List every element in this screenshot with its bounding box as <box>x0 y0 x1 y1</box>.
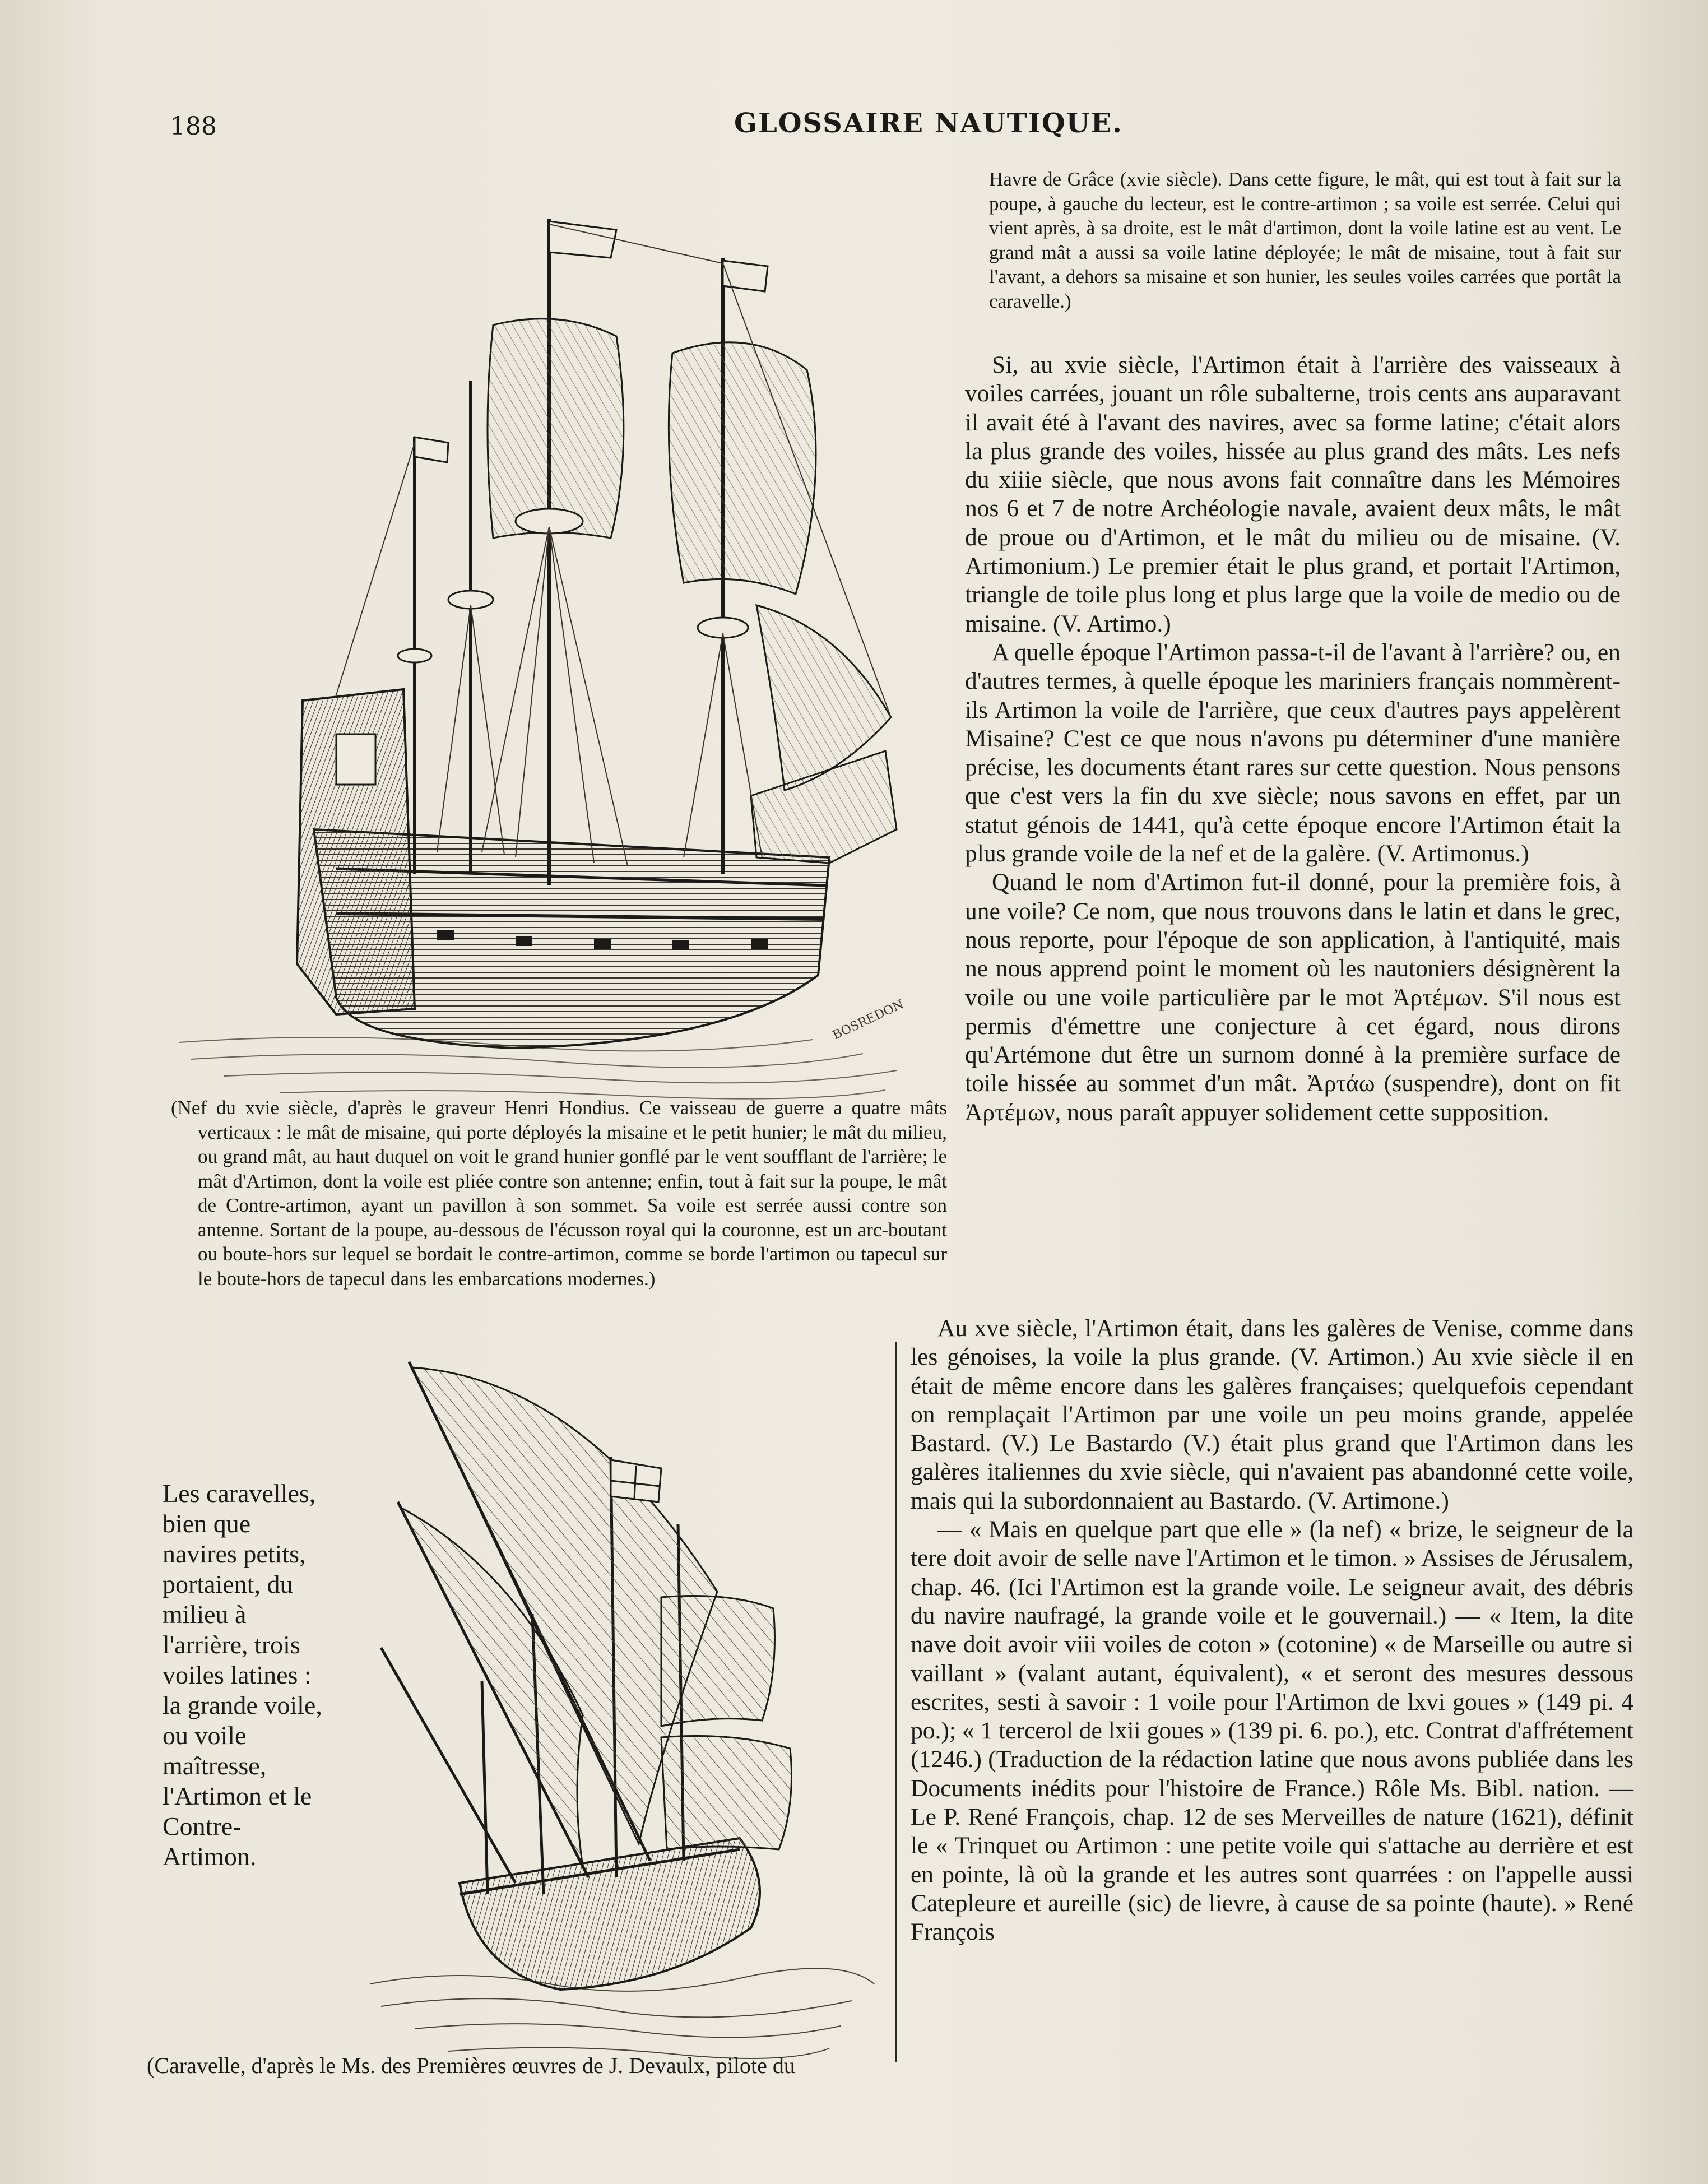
caravel-engraving-icon <box>347 1356 885 2068</box>
page-number: 188 <box>170 112 217 141</box>
running-title: GLOSSAIRE NAUTIQUE. <box>734 108 1123 139</box>
figure-nef-engraving <box>168 168 941 1104</box>
figure2-caption-continuation: Havre de Grâce (xvie siècle). Dans cette figure, le mât, qui est tout à fait sur la poupe, à gauche du lecteur, est le contre-artimon ; sa voile est serrée. Celui qui vient après, à sa droite, est le mât d'artimon, dont la voile latine est au vent. Le grand mât a aussi sa voile latine déployée; le mât de misaine, tout à fait sur l'avant, a dehors sa misaine et son hunier, les seules voiles carrées que portât la caravelle.) <box>989 168 1621 312</box>
body-column-upper <box>965 351 1621 1127</box>
svg-text:BOSREDON: BOSREDON <box>830 997 906 1043</box>
paragraph-4: Au xve siècle, l'Artimon était, dans les galères de Venise, comme dans les génoises, la voile la plus grande. (V. Artimon.) Au xvie siècle il en était de même encore dans les galères françaises; quelquefois cependant on remplaçait l'Artimon par une voile un peu moins grande, appelée Bastard. (V.) Le Bastardo (V.) était plus grand que l'Artimon dans les galères italiennes du xvie siècle, qui n'avaient pas abandonné cette voile, mais qui la subordonnaient au Bastardo. (V. Artimone.) <box>911 1315 1633 1514</box>
figure2-caption: (Caravelle, d'après le Ms. des Premières œuvres de J. Devaulx, pilote du <box>147 2053 795 2078</box>
column-divider <box>895 1342 897 2062</box>
ship-engraving-icon <box>168 168 941 1104</box>
paragraph-2: A quelle époque l'Artimon passa-t-il de l'avant à l'arrière? ou, en d'autres termes, à quelle époque les mariniers français nommèrent-ils Artimon la voile de l'arrière, que ceux d'autres pays appelèrent Misaine? C'est ce que nous n'avons pu déterminer d'une manière précise, les documents étant rares sur cette question. Nous pensons que c'est vers la fin du xve siècle; nous savons en effet, par un statut génois de 1441, qu'à cette époque encore l'Artimon était la plus grande voile de la nef et de la galère. (V. Artimonus.) <box>965 638 1621 868</box>
figure-caravel-engraving <box>347 1356 885 2068</box>
body-column-lower <box>911 1314 1633 1947</box>
sidebar-note-caravelles: Les caravelles, bien que navires petits, portaient, du milieu à l'arrière, trois voiles latines : la grande voile, ou voile maîtresse, l'Artimon et le Contre-Artimon. <box>163 1479 322 1871</box>
figure1-caption: (Nef du xvie siècle, d'après le graveur Henri Hondius. Ce vaisseau de guerre a quatre mâts verticaux : le mât de misaine, qui porte déployés la misaine et le petit hunier; le mât du milieu, ou grand mât, au haut duquel on voit le grand hunier gonflé par le vent soufflant de l'arrière; le mât d'Artimon, dont la voile est pliée contre son antenne; enfin, tout à fait sur la poupe, le mât de Contre-artimon, ayant un pavillon à son sommet. Sa voile est serrée aussi contre son antenne. Sortant de la poupe, au-dessous de l'écusson royal qui la couronne, est un arc-boutant ou boute-hors sur lequel se bordait le contre-artimon, comme se borde l'artimon ou tapecul sur le boute-hors de tapecul dans les embarcations modernes.) <box>171 1097 947 1290</box>
paragraph-5: — « Mais en quelque part que elle » (la nef) « brize, le seigneur de la tere doit avoir de selle nave l'Artimon et le timon. » Assises de Jérusalem, chap. 46. (Ici l'Artimon est la grande voile. Le seigneur avait, des débris du navire naufragé, la grande voile et le gouvernail.) — « Item, la dite nave doit avoir viii voiles de coton » (cotonine) « de Marseille ou autre si vaillant » (valant autant, équivalent), « et seront des mesures dessous escrites, sesti à savoir : 1 voile pour l'Artimon de lxvi goues » (149 pi. 4 po.); « 1 tercerol de lxii goues » (139 pi. 6. po.), etc. Contrat d'affrétement (1246.) (Traduction de la rédaction latine que nous avons publiée dans les Documents inédits pour l'histoire de France.) Rôle Ms. Bibl. nation. — Le P. René François, chap. 12 de ses Merveilles de nature (1621), définit le « Trinquet ou Artimon : une petite voile qui s'attache au derrière et est en pointe, là où la grande et les autres sont quarrées : on l'appelle aussi Catepleure et aureille (sic) de lievre, à cause de sa pointe (haute). » René François <box>911 1516 1633 1946</box>
paragraph-1: Si, au xvie siècle, l'Artimon était à l'arrière des vaisseaux à voiles carrées, jouant un rôle subalterne, trois cents ans auparavant il avait été à l'avant des navires, avec sa forme latine; c'était alors la plus grande des voiles, hissée au plus grand des mâts. Les nefs du xiiie siècle, que nous avons fait connaître dans les Mémoires nos 6 et 7 de notre Archéologie navale, avaient deux mâts, le mât de proue ou d'Artimon, et le mât du milieu ou de misaine. (V. Artimonium.) Le premier était le plus grand, et portait l'Artimon, triangle de toile plus long et plus large que la voile de medio ou de misaine. (V. Artimo.) <box>965 351 1621 637</box>
paragraph-3: Quand le nom d'Artimon fut-il donné, pour la première fois, à une voile? Ce nom, que nous trouvons dans le latin et dans le grec, nous reporte, pour l'époque de son application, à l'antiquité, mais ne nous apprend point le moment où les nautoniers désignèrent la voile ou une voile particulière par le mot Ἀρτέμων. S'il nous est permis d'émettre une conjecture à cet égard, nous dirons qu'Artémone dut être un surnom donné à la première surface de toile hissée au sommet d'un mât. Ἀρτάω (suspendre), dont on fit Ἀρτέμων, nous paraît appuyer solidement cette supposition. <box>965 869 1621 1126</box>
